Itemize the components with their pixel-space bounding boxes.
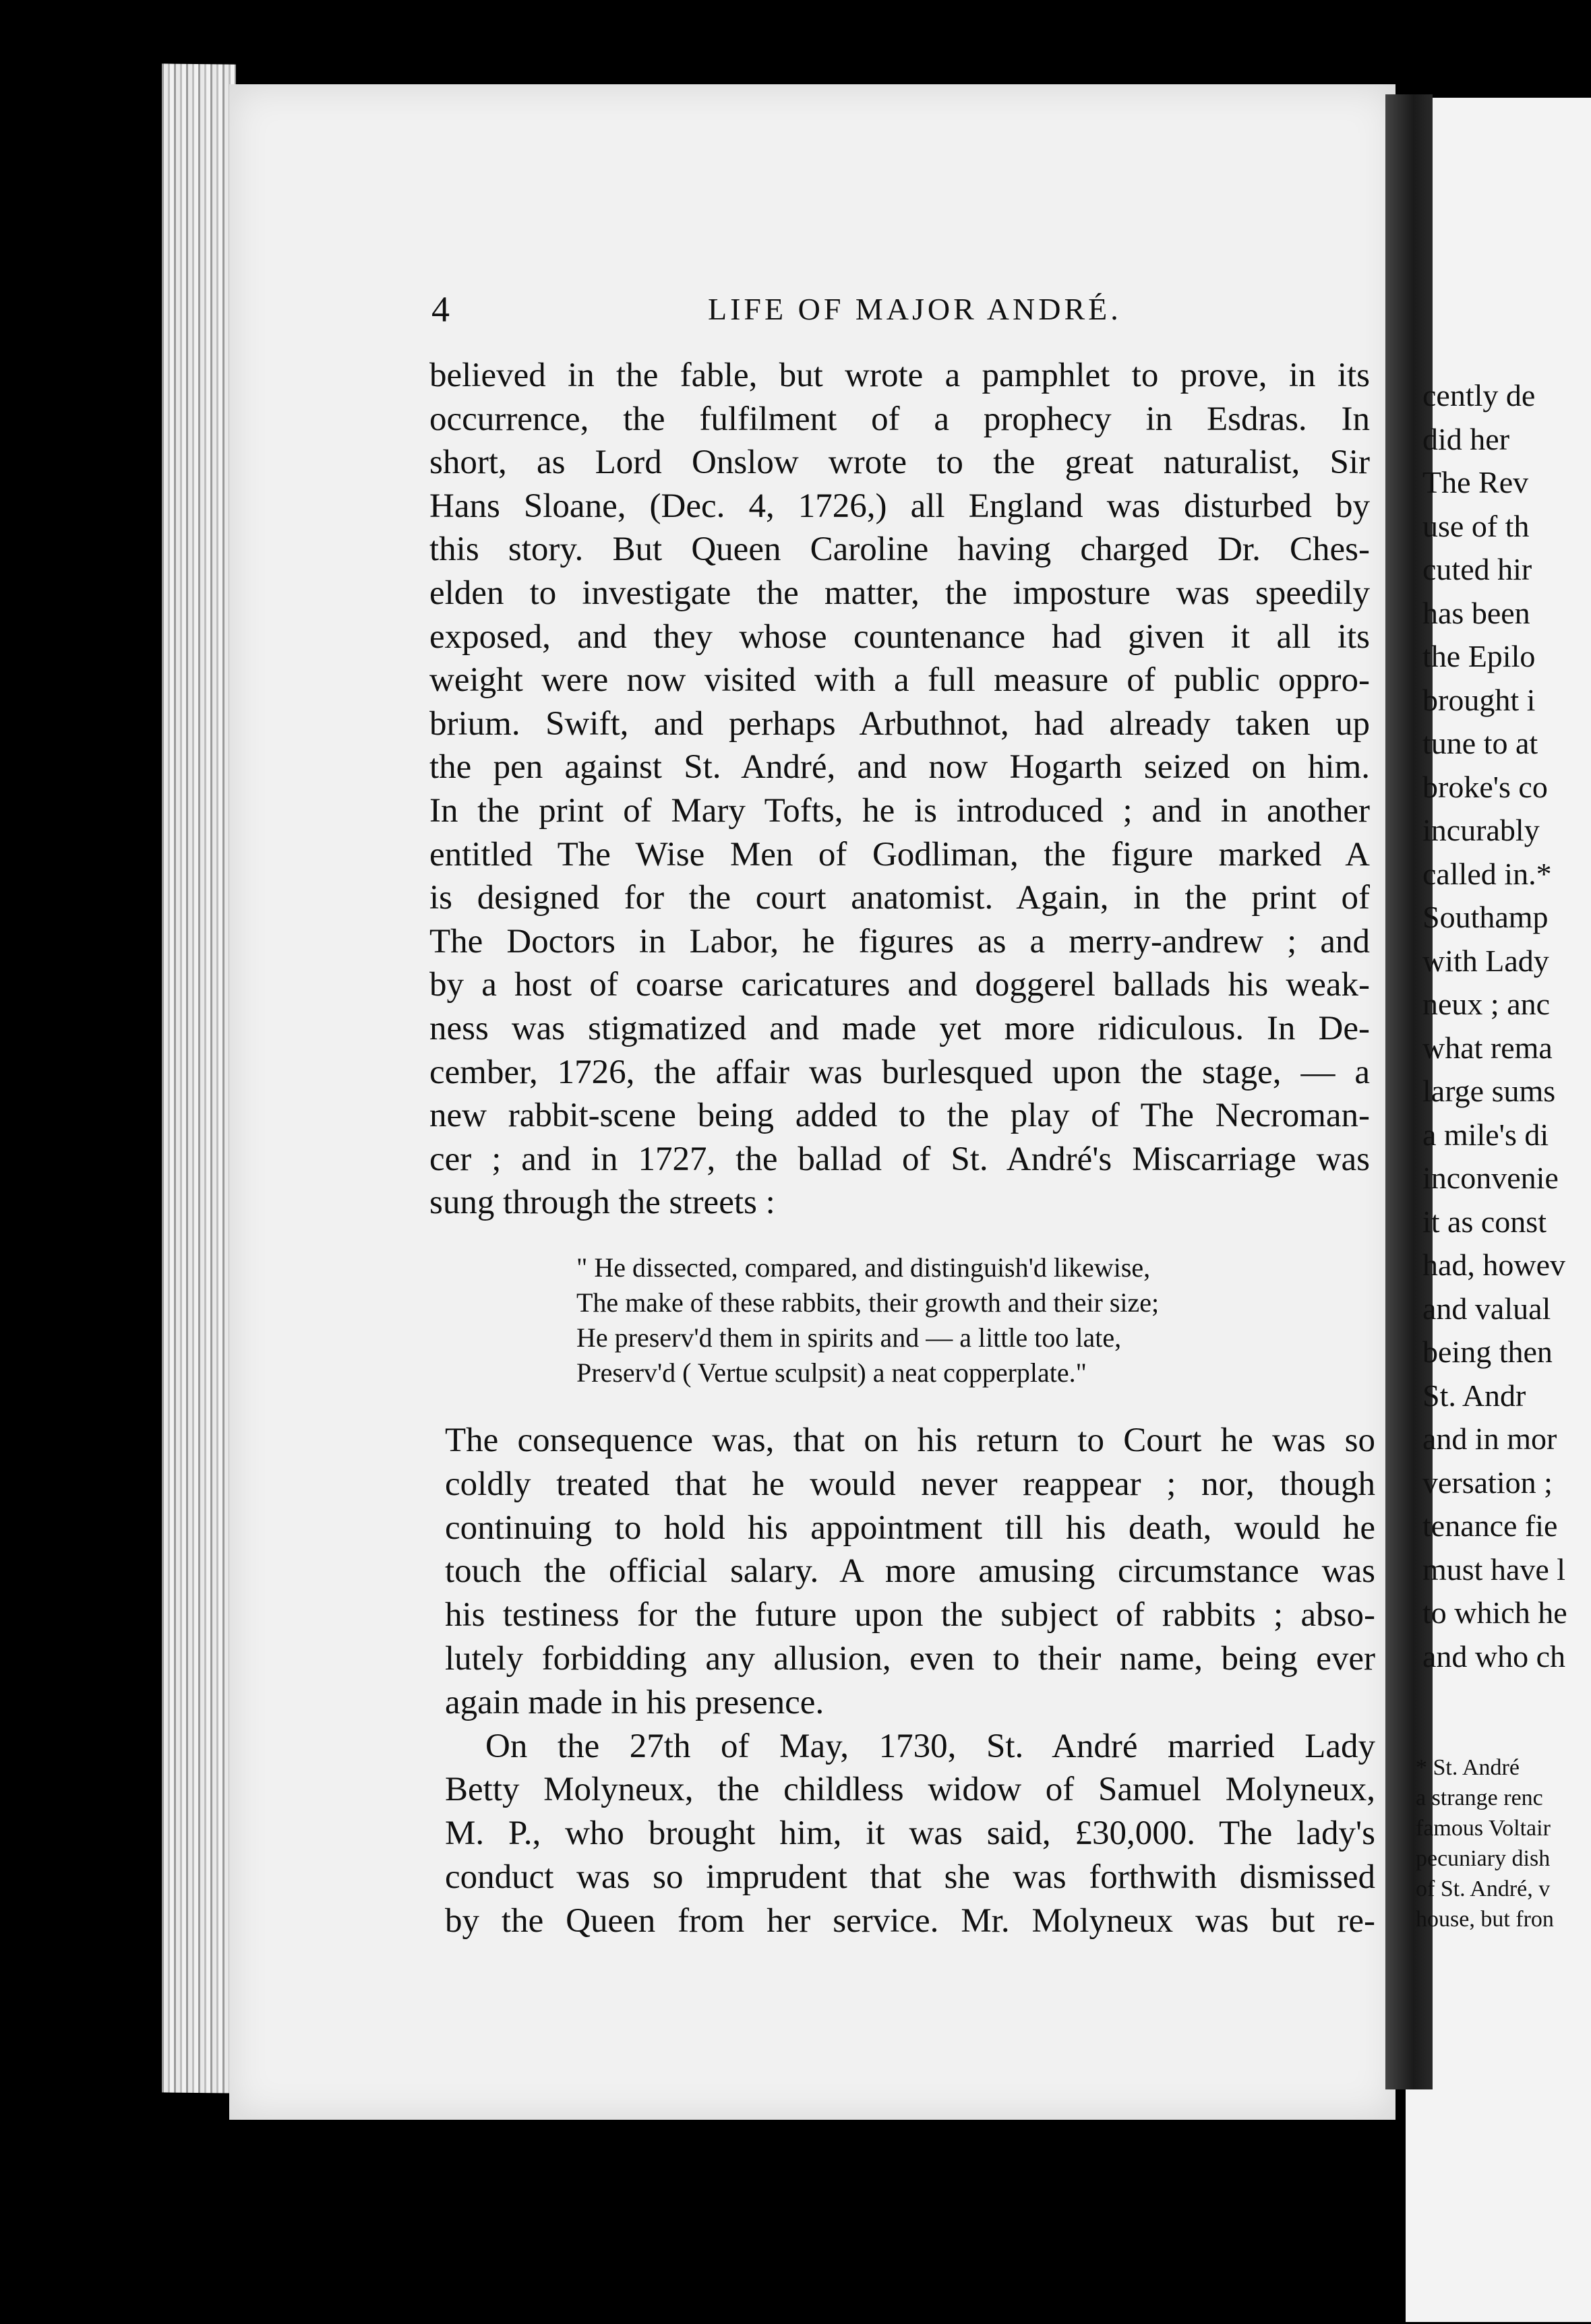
text-line: continuing to hold his appointment till his death, would he: [445, 1508, 1375, 1547]
facing-text-line: cently de: [1422, 378, 1536, 412]
facing-text-line: and valual: [1422, 1291, 1551, 1326]
verse-quotation: [576, 1250, 1318, 1390]
facing-text-line: and in mor: [1422, 1421, 1557, 1456]
text-line: is designed for the court anatomist. Again, in the print of: [429, 879, 1370, 917]
footnote-line: pecuniary dish: [1416, 1846, 1551, 1871]
facing-text-line: the Epilo: [1422, 639, 1536, 673]
facing-text-line: called in.*: [1422, 856, 1552, 891]
verse-line: He preserv'd them in spirits and — a little too late,: [576, 1322, 1122, 1353]
facing-page-text: [1422, 374, 1591, 1678]
text-line: Hans Sloane, (Dec. 4, 1726,) all England was disturbed by: [429, 487, 1370, 525]
facing-text-line: versation ;: [1422, 1465, 1553, 1500]
footnote-line: a strange renc: [1416, 1785, 1543, 1810]
text-line: by the Queen from her service. Mr. Molyneux was but re-: [445, 1901, 1375, 1940]
text-line: The Doctors in Labor, he figures as a merry-andrew ; and: [429, 922, 1370, 960]
facing-text-line: brought i: [1422, 682, 1536, 717]
footnote-line: famous Voltair: [1416, 1816, 1551, 1841]
text-line: touch the official salary. A more amusing circumstance was: [445, 1552, 1375, 1591]
text-line: The consequence was, that on his return to Court he was so: [445, 1421, 1375, 1459]
facing-text-line: and who ch: [1422, 1639, 1566, 1674]
facing-text-line: large sums: [1422, 1074, 1556, 1108]
text-line: exposed, and they whose countenance had given it all its: [429, 617, 1370, 656]
text-line: the pen against St. André, and now Hogarth seized on him.: [429, 748, 1370, 787]
text-line: this story. But Queen Caroline having charged Dr. Ches-: [429, 530, 1370, 569]
book-page-edges: [162, 63, 236, 2093]
text-line: again made in his presence.: [445, 1683, 824, 1721]
facing-text-line: had, howev: [1422, 1248, 1566, 1282]
text-line: On the 27th of May, 1730, St. André married Lady: [485, 1727, 1375, 1765]
footnote-line: house, but fron: [1416, 1907, 1554, 1932]
text-line: ness was stigmatized and made yet more ridiculous. In De-: [429, 1009, 1370, 1047]
text-line: entitled The Wise Men of Godliman, the figure marked A: [429, 835, 1370, 874]
facing-text-line: being then: [1422, 1335, 1553, 1369]
facing-text-line: has been: [1422, 595, 1530, 630]
facing-text-line: a mile's di: [1422, 1117, 1549, 1152]
facing-text-line: tune to at: [1422, 726, 1538, 760]
facing-page-footnotes: [1416, 1752, 1591, 1934]
facing-text-line: Southamp: [1422, 900, 1549, 934]
footnote-line: * St. André: [1416, 1755, 1520, 1780]
text-line: short, as Lord Onslow wrote to the great naturalist, Sir: [429, 444, 1370, 482]
text-line: Betty Molyneux, the childless widow of Samuel Molyneux,: [445, 1771, 1375, 1809]
running-title: LIFE OF MAJOR ANDRÉ.: [708, 292, 1122, 326]
facing-text-line: inconvenie: [1422, 1161, 1559, 1195]
verse-line: The make of these rabbits, their growth and their size;: [576, 1287, 1160, 1318]
facing-text-line: must have l: [1422, 1552, 1566, 1587]
facing-text-line: what rema: [1422, 1030, 1553, 1065]
facing-text-line: neux ; anc: [1422, 987, 1551, 1021]
text-line: by a host of coarse caricatures and doggerel ballads his weak-: [429, 966, 1370, 1004]
text-line: his testiness for the future upon the subject of rabbits ; abso-: [445, 1596, 1375, 1634]
text-line: sung through the streets :: [429, 1184, 775, 1222]
text-line: cember, 1726, the affair was burlesqued upon the stage, — a: [429, 1053, 1370, 1091]
text-line: weight were now visited with a full measure of public oppro-: [429, 661, 1370, 700]
facing-text-line: with Lady: [1422, 943, 1549, 978]
facing-text-line: it as const: [1422, 1204, 1547, 1239]
paragraph-1: [429, 354, 1370, 1225]
facing-text-line: St. Andr: [1422, 1378, 1526, 1413]
text-line: occurrence, the fulfilment of a prophecy in Esdras. In: [429, 400, 1370, 438]
text-line: M. P., who brought him, it was said, £30,000. The lady's: [445, 1814, 1375, 1853]
text-line: new rabbit-scene being added to the play of The Necroman-: [429, 1097, 1370, 1135]
verse-line: Preserv'd ( Vertue sculpsit) a neat copperplate.": [576, 1357, 1087, 1388]
facing-text-line: did her: [1422, 421, 1510, 456]
footnote-line: of St. André, v: [1416, 1876, 1551, 1901]
text-line: lutely forbidding any allusion, even to their name, being ever: [445, 1639, 1375, 1678]
text-line: conduct was so imprudent that she was forthwith dismissed: [445, 1858, 1375, 1896]
page-number: 4: [431, 289, 450, 330]
text-line: cer ; and in 1727, the ballad of St. André's Miscarriage was: [429, 1140, 1370, 1178]
text-line: In the print of Mary Tofts, he is introduced ; and in another: [429, 791, 1370, 830]
facing-text-line: use of th: [1422, 508, 1530, 543]
facing-text-line: cuted hir: [1422, 552, 1532, 586]
paragraphs-2-3: [445, 1419, 1375, 1943]
text-line: believed in the fable, but wrote a pamphlet to prove, in its: [429, 357, 1370, 394]
facing-text-line: The Rev: [1422, 465, 1529, 499]
facing-text-line: to which he: [1422, 1595, 1567, 1630]
text-line: elden to investigate the matter, the imposture was speedily: [429, 574, 1370, 612]
facing-text-line: broke's co: [1422, 769, 1548, 804]
verse-line: " He dissected, compared, and distinguish'd likewise,: [576, 1252, 1151, 1283]
facing-text-line: tenance fie: [1422, 1508, 1558, 1543]
text-line: brium. Swift, and perhaps Arbuthnot, had already taken up: [429, 704, 1370, 743]
facing-text-line: incurably: [1422, 813, 1540, 847]
text-line: coldly treated that he would never reappear ; nor, though: [445, 1465, 1375, 1503]
